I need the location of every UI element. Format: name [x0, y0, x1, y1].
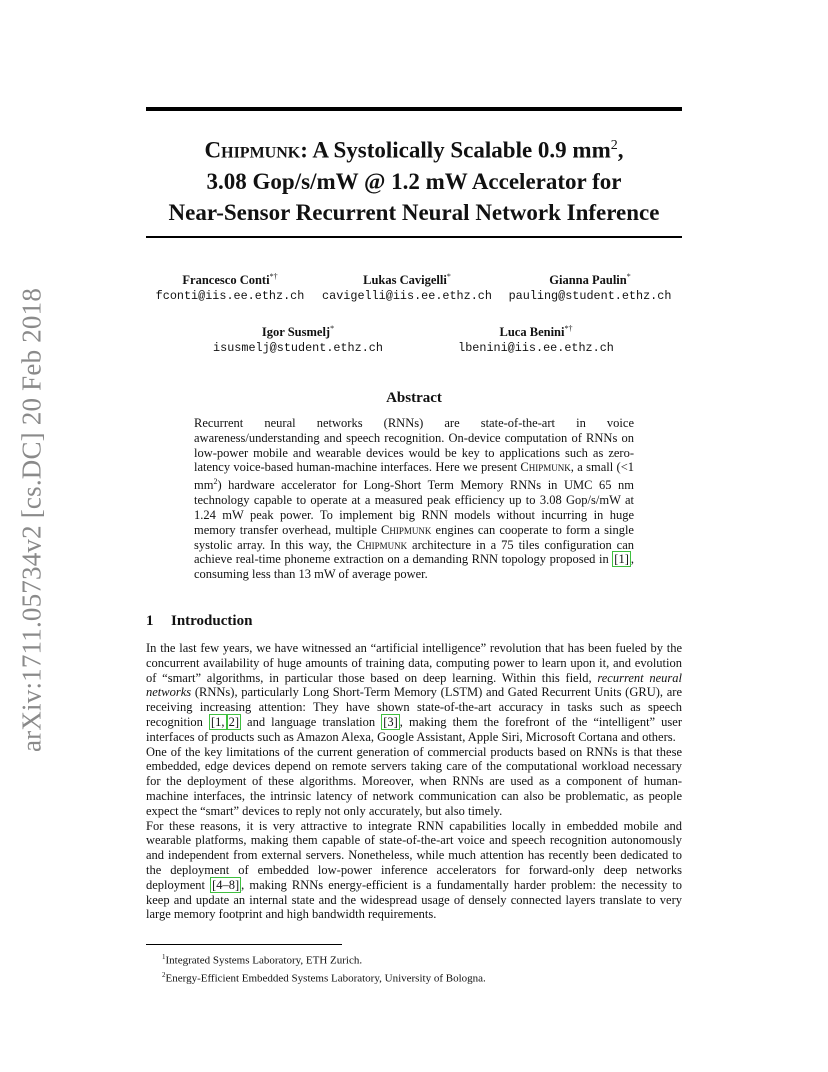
author-name [130, 269, 330, 288]
author-email[interactable]: isusmelj@student.ethz.ch [213, 341, 383, 355]
author-name-text: Gianna Paulin [549, 273, 627, 287]
abstract-text: architecture in a 75 tiles configuration can achieve real-time phoneme extraction on a demanding RNN topology proposed in [194, 537, 634, 567]
abstract-text: , consuming less than 13 mW of average power. [194, 552, 634, 582]
author-name [436, 321, 636, 340]
author-mark: *† [269, 272, 278, 281]
abstract-heading: Abstract [386, 390, 442, 406]
author-email[interactable]: pauling@student.ethz.ch [508, 289, 672, 303]
author-name-text: Lukas Cavigelli [363, 273, 447, 287]
citation-link[interactable]: [4–8] [212, 877, 240, 892]
citation-link[interactable]: [3] [383, 714, 398, 729]
abstract-body [194, 416, 634, 582]
section-heading [146, 613, 252, 630]
arxiv-side-stamp [2, 280, 62, 760]
author-name [307, 269, 507, 288]
abstract-text: , a small (<1 mm [194, 460, 635, 493]
author-name-text: Igor Susmelj [261, 325, 331, 339]
author-name [490, 269, 690, 288]
title-chipmunk: Chipmunk [204, 137, 301, 163]
title-line-1-end: , [617, 137, 624, 163]
footnote [162, 968, 486, 986]
title-top-rule [146, 107, 682, 111]
footnote-mark: 1 [162, 953, 166, 961]
citation-link[interactable]: [1] [614, 552, 629, 567]
title-line-2: 3.08 Gop/s/mW @ 1.2 mW Accelerator for [206, 168, 622, 194]
footnote-text: Energy-Efficient Embedded Systems Laboratory, University of Bologna. [165, 972, 486, 985]
author-email[interactable]: cavigelli@iis.ee.ethz.ch [322, 289, 492, 303]
paragraph-text: (RNNs), particularly Long Short-Term Memory (LSTM) and Gated Recurrent Units (GRU), are receiving increasing attention: They have shown state-of-the-art accuracy in tasks such as speech recognition [146, 685, 682, 729]
abstract-text: ) hardware accelerator for Long-Short Term Memory RNNs in UMC 65 nm technology capable to operate at a measured peak efficiency up to 3.08 Gop/s/mW at 1.24 mW peak power. To implement big RNN models without incurring in huge memory transfer overhead, multiple [194, 478, 634, 537]
paragraph [146, 641, 682, 745]
author-mark: * [330, 324, 335, 333]
intro-body [146, 641, 682, 922]
section-number: 1 [146, 613, 154, 629]
author-mark: *† [564, 324, 573, 333]
paragraph-text: and language translation [240, 714, 382, 729]
abstract-chipmunk: Chipmunk [381, 522, 432, 537]
abstract-sup: 2 [213, 477, 218, 487]
author-mark: * [626, 272, 631, 281]
author-name-text: Francesco Conti [182, 273, 270, 287]
footnotes [162, 950, 486, 985]
author-block [490, 269, 690, 304]
author-name [198, 321, 398, 340]
citation-link[interactable]: [1, [211, 714, 225, 729]
arxiv-identifier: arXiv:1711.05734v2 [cs.DC] 20 Feb 2018 [16, 287, 47, 753]
paragraph-text: In the last few years, we have witnessed an “artificial intelligence” revolution that has been fueled by the concurrent availability of huge amounts of training data, computing power to learn upon it, and evolution of “smart” algorithms, in particular those based on deep learning. Within this field, [146, 641, 682, 685]
author-block [436, 321, 636, 356]
paragraph-text: , making RNNs energy-efficient is a fundamentally harder problem: the necessity to keep and update an internal state and the widespread usage of densely connected layers translate to very large memory footprint and high bandwidth requirements. [146, 877, 682, 922]
author-block [198, 321, 398, 356]
citation-link[interactable]: 2] [228, 714, 239, 729]
abstract-chipmunk: Chipmunk [356, 537, 408, 552]
paper-title [146, 130, 682, 228]
abstract-chipmunk: Chipmunk [520, 460, 571, 475]
author-email[interactable]: fconti@iis.ee.ethz.ch [155, 289, 305, 303]
abstract-text: engines can cooperate to form a single systolic array. In this way, the [194, 522, 634, 552]
paragraph: One of the key limitations of the current generation of commercial products based on RNNs is that these embedded, edge devices depend on remote servers taking care of the computational workload necessary for the deployment of these algorithms. Moreover, when RNNs are used as a component of human-machine interfaces, the intrinsic latency of network communication can also be problematic, as people expect the “smart” devices to reply not only accurately, but also timely. [146, 744, 682, 818]
author-name-text: Luca Benini [499, 325, 565, 339]
title-line-1-text: : A Systolically Scalable 0.9 mm [300, 137, 611, 163]
footnote-mark: 2 [162, 970, 166, 979]
title-sup: 2 [610, 138, 618, 153]
author-block [307, 269, 507, 304]
paragraph-text: , making them the forefront of the “intelligent” user interfaces of products such as Amazon Alexa, Google Assistant, Apple Siri, Microsoft Cortana and others. [146, 714, 682, 744]
paragraph-text: For these reasons, it is very attractive to integrate RNN capabilities locally in embedded mobile and wearable platforms, making them capable of state-of-the-art voice and speech recognition autonomously and independent from external servers. Nonetheless, while much attention has recently been dedicated to the deployment of embedded low-power inference accelerators for forward-only deep networks deployment [146, 818, 682, 892]
section-title: Introduction [171, 613, 253, 629]
title-line-3: Near-Sensor Recurrent Neural Network Inference [168, 199, 660, 225]
title-bottom-rule [146, 236, 682, 238]
footnote-text: Integrated Systems Laboratory, ETH Zurich. [165, 954, 363, 967]
footnote-rule [146, 944, 342, 945]
author-mark: * [446, 272, 451, 281]
title-line-1 [146, 130, 682, 166]
emphasis-text: recurrent neural networks [146, 670, 682, 700]
author-block [130, 269, 330, 304]
paragraph [146, 819, 682, 923]
footnote [162, 950, 486, 968]
author-email[interactable]: lbenini@iis.ee.ethz.ch [458, 341, 614, 355]
abstract-text: Recurrent neural networks (RNNs) are state-of-the-art in voice awareness/understanding and speech recognition. On-device computation of RNNs on low-power mobile and wearable devices would be key to applications such as zero-latency voice-based human-machine interfaces. Here we present [194, 416, 634, 475]
